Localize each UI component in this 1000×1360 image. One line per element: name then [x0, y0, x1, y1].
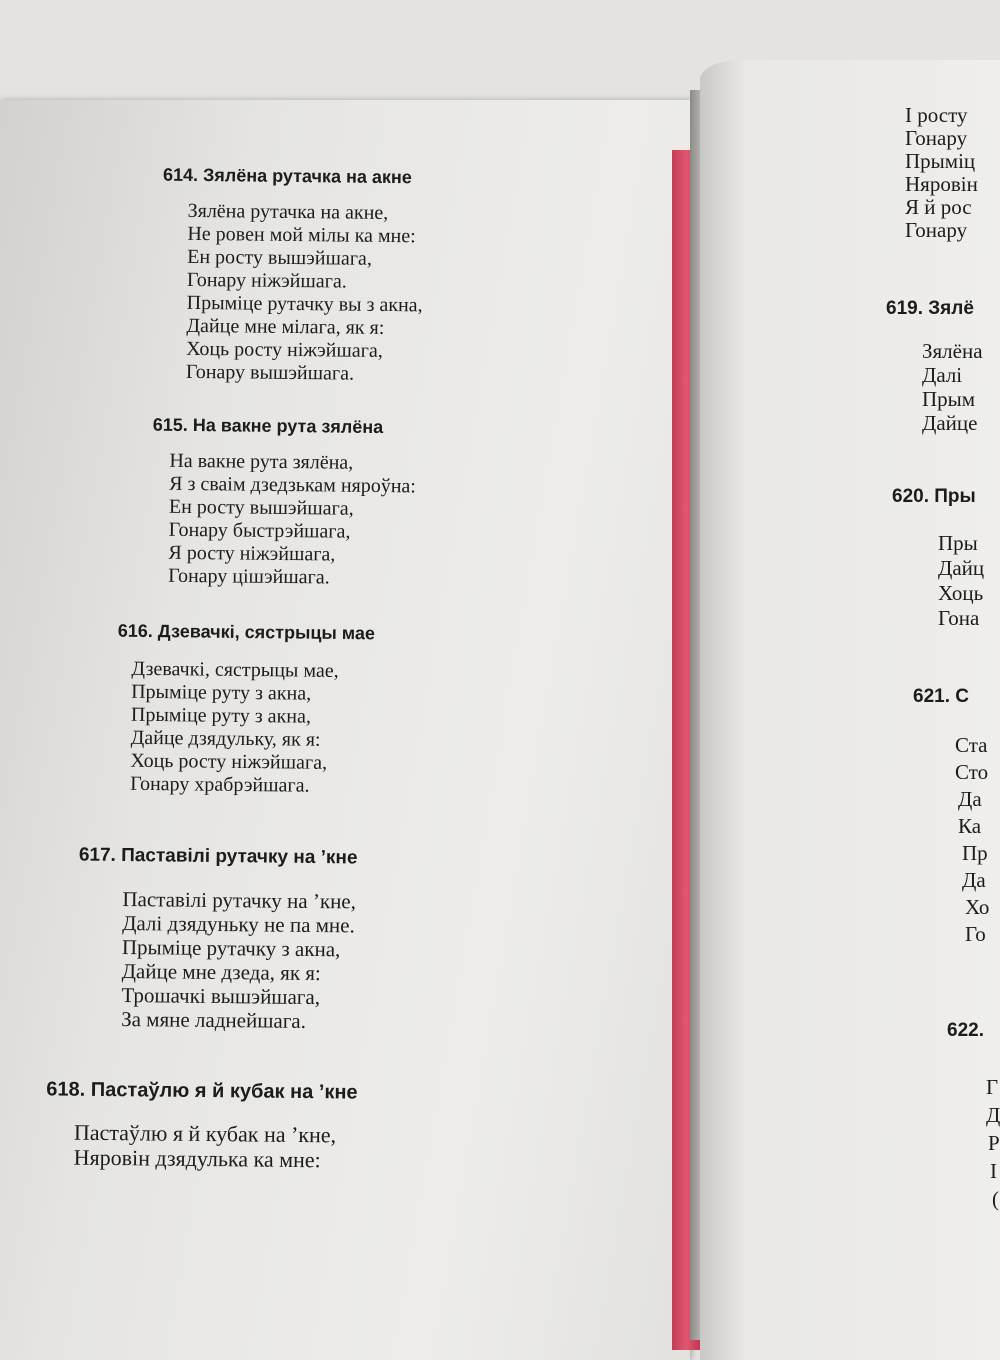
poem-line: І	[990, 1159, 997, 1183]
poem-heading: 620. Пры	[892, 486, 976, 507]
poem-line: Прыміце руту з акна,	[130, 703, 312, 728]
poem-line: Г	[986, 1075, 999, 1099]
poem-line: Не ровен мой мілы ка мне:	[187, 222, 416, 248]
poem-line: Дайце мне дзеда, як я:	[121, 959, 321, 986]
poem-line: (	[992, 1187, 999, 1211]
poem-line: Я з сваім дзедзькам няроўна:	[169, 472, 417, 498]
poem-line: Пры	[938, 531, 978, 555]
poem-line: Гонару	[905, 126, 968, 150]
poem-line: Паставілі рутачку на ’кне,	[122, 887, 357, 914]
poem-line: Сто	[955, 760, 989, 784]
poem-heading: 616. Дзевачкі, сястрыцы мае	[117, 620, 376, 644]
poem-line: Ен росту вышэйшага,	[187, 245, 372, 270]
poem-line: Няровін дзядулька ка мне:	[73, 1144, 321, 1173]
poem-line: Прым	[922, 387, 976, 411]
poem-line: Гонару храбрэйшага.	[130, 772, 310, 797]
poem-line: Ка	[958, 814, 982, 838]
poem-heading: 618. Пастаўлю я й кубак на ’кне	[46, 1078, 358, 1104]
poem-615	[151, 415, 417, 591]
poem-line: Далі	[922, 363, 963, 387]
poem-line: Хоць	[938, 581, 984, 605]
poem-line: Зялёна рутачка на акне,	[187, 199, 389, 224]
poem-heading: 617. Паставілі рутачку на ’кне	[78, 844, 358, 869]
poem-line: За мяне ладнейшага.	[121, 1006, 307, 1033]
poem-617	[77, 845, 358, 1034]
poem-line: Гонару цішэйшага.	[168, 564, 330, 589]
poem-line: Дайце мне мілага, як я:	[186, 314, 385, 339]
poem-line: Гонару быстрэйшага,	[168, 518, 351, 543]
poem-line: Трошачкі вышэйшага,	[121, 982, 321, 1010]
poem-line: Да	[962, 868, 986, 892]
poem-line: Гонару	[905, 218, 968, 242]
poem-line: Я й рос	[905, 195, 972, 219]
poem-line: Я росту ніжэйшага,	[168, 541, 336, 566]
poem-line: Прыміце руту з акна,	[131, 680, 312, 705]
poem-line: Няровін	[905, 172, 978, 196]
poem-heading: 619. Зялё	[886, 298, 974, 319]
poem-614	[161, 165, 424, 387]
poem-line: Дайце дзядульку, як я:	[130, 726, 321, 751]
poem-line: На вакне рута зялёна,	[169, 449, 354, 474]
poem-line: Пр	[962, 841, 988, 865]
poem-line: Прыміце рутачку з акна,	[121, 935, 341, 962]
poem-618	[46, 1078, 358, 1172]
poem-line: І росту	[905, 103, 968, 127]
poem-line: Дзевачкі, сястрыцы мае,	[131, 657, 339, 682]
poem-heading: 621. С	[913, 686, 969, 707]
poem-line: Гона	[938, 606, 980, 630]
poem-line: Хоць росту ніжэйшага,	[130, 749, 328, 774]
poem-616	[116, 621, 375, 799]
poem-heading: 615. На вакне рута зялёна	[152, 414, 384, 438]
poem-line: Да	[958, 787, 982, 811]
poem-line: Го	[965, 922, 986, 946]
poem-line: Р	[988, 1131, 1000, 1155]
poem-line: Гонару вышэйшага.	[185, 360, 355, 385]
poem-line: Дайц	[938, 556, 985, 580]
poem-line: Дайце	[922, 411, 978, 435]
poem-line: Пастаўлю я й кубак на ’кне,	[73, 1119, 337, 1148]
poem-heading: 614. Зялёна рутачка на акне	[162, 164, 412, 188]
poem-line: Хоць росту ніжэйшага,	[186, 337, 383, 362]
poem-line: Хо	[965, 895, 990, 919]
poem-line: Прыміц	[905, 149, 976, 173]
poem-line: Зялёна	[922, 339, 983, 363]
poem-line: Гонару ніжэйшага.	[186, 268, 347, 293]
poem-line: Ен росту вышэйшага,	[168, 495, 354, 520]
poem-line: Ста	[955, 733, 988, 757]
poem-line: Прыміце рутачку вы з акна,	[186, 291, 423, 317]
right-page-text	[700, 60, 1000, 1360]
poem-line: Д	[986, 1103, 1000, 1127]
poem-heading: 622.	[947, 1020, 984, 1041]
poem-line: Далі дзядуньку не па мне.	[122, 911, 355, 938]
